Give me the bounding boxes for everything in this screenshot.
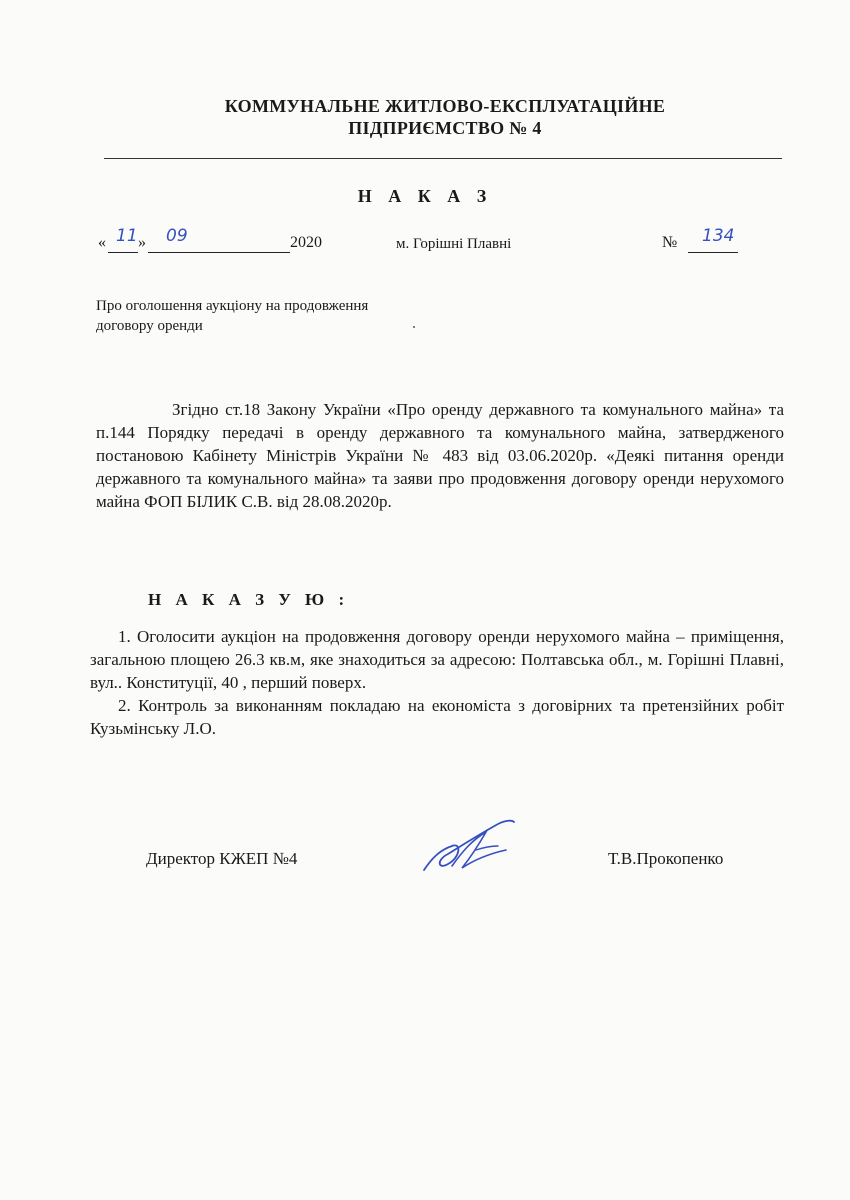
handwritten-day: 11: [116, 226, 138, 246]
order-subject: [96, 296, 436, 336]
speck: [413, 326, 415, 328]
order-number-label: №: [662, 234, 678, 251]
org-name-line1: КОММУНАЛЬНЕ ЖИТЛОВО-ЕКСПЛУАТАЦІЙНЕ: [224, 96, 666, 116]
order-heading: Н А К А З У Ю :: [148, 590, 350, 609]
handwritten-signature: [418, 814, 528, 884]
preamble-paragraph: [96, 398, 784, 513]
document-title: Н А К А З: [357, 186, 493, 206]
signatory-role: Директор КЖЕП №4: [146, 849, 298, 868]
close-quote: »: [138, 234, 146, 251]
order-item: 2. Контроль за виконанням покладаю на економіста з договірних та претензійних робіт Кузьмінську Л.О.: [90, 696, 784, 738]
number-underline: [688, 252, 738, 253]
handwritten-order-number: 134: [702, 226, 735, 246]
handwritten-month: 09: [166, 226, 188, 246]
preamble-text: Згідно ст.18 Закону України «Про оренду державного та комунального майна» та п.144 Порядку передачі в оренду державного та комунального майна, затвердженого постановою Кабінету Міністрів України № 483 від 03.06.2020р. «Деякі питання оренди державного та комунального майна» та заяви про продовження договору оренди нерухомого майна ФОП БІЛИК С.В. від 28.08.2020р.: [96, 400, 784, 511]
open-quote: «: [98, 234, 106, 251]
order-items: [90, 625, 784, 740]
org-name-line2: ПІДПРИЄМСТВО № 4: [348, 118, 542, 138]
subject-line1: Про оголошення аукціону на продовження: [96, 298, 369, 314]
day-underline: [108, 252, 138, 253]
header-divider: [104, 158, 782, 159]
subject-line2: договору оренди: [96, 318, 203, 334]
order-item: 1. Оголосити аукціон на продовження договору оренди нерухомого майна – приміщення, загальною площею 26.3 кв.м, яке знаходиться за адресою: Полтавська обл., м. Горішні Плавні, вул.. Конституції, 40 , перший поверх.: [90, 627, 784, 692]
dateline: [0, 226, 850, 270]
city-name: м. Горішні Плавні: [396, 236, 512, 252]
date-year: 2020: [290, 234, 322, 251]
signatory-name: Т.В.Прокопенко: [608, 849, 724, 868]
month-underline: [148, 252, 290, 253]
